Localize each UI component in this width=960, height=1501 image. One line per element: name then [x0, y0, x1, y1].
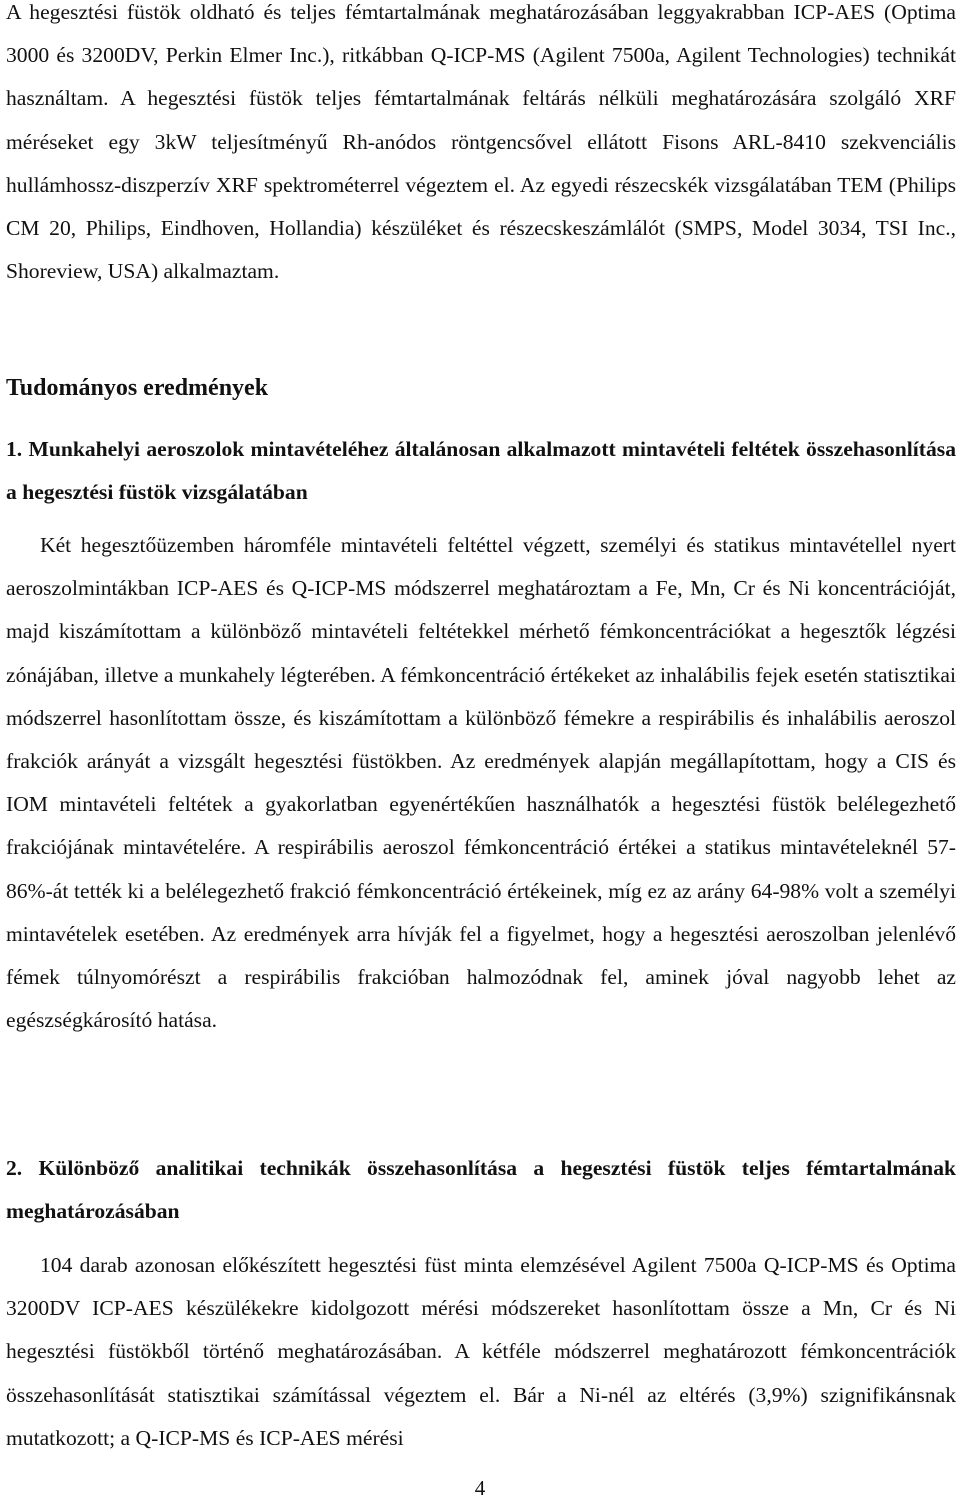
- document-page: [6, 0, 956, 1501]
- subsection-1-body: Két hegesztőüzemben háromféle mintavételi feltéttel végzett, személyi és statikus mintavétellel nyert aeroszolmintákban ICP-AES és Q-ICP-MS módszerrel meghatároztam a Fe, Mn, Cr és Ni koncentrációját, majd kiszámítottam a különböző mintavételi feltétekkel mérhető fémkoncentrációkat a hegesztők légzési zónájában, illetve a munkahely légterében. A fémkoncentráció értékeket az inhalábilis fejek esetén statisztikai módszerrel hasonlítottam össze, és kiszámítottam a különböző fémekre a respirábilis és inhalábilis aeroszol frakciók arányát a vizsgált hegesztési füstökben. Az eredmények alapján megállapítottam, hogy a CIS és IOM mintavételi feltétek a gyakorlatban egyenértékűen használhatók a hegesztési füstök belélegezhető frakciójának mintavételére. A respirábilis aeroszol fémkoncentráció értékei a statikus mintavételeknél 57-86%-át tették ki a belélegezhető frakció fémkoncentráció értékeinek, míg ez az arány 64-98% volt a személyi mintavételek esetében. Az eredmények arra hívják fel a figyelmet, hogy a hegesztési aeroszolban jelenlévő fémek túlnyomórészt a respirábilis frakcióban halmozódnak fel, aminek jóval nagyobb lehet az egészségkárosító hatása.: [6, 533, 956, 1033]
- section-heading: Tudományos eredmények: [6, 375, 269, 401]
- subsection-2-body: 104 darab azonosan előkészített hegesztési füst minta elemzésével Agilent 7500a Q-ICP-MS és Optima 3200DV ICP-AES készülékekre kidolgozott mérési módszereket hasonlítottam össze a Mn, Cr és Ni hegesztési füstökből történő meghatározásában. A kétféle módszerrel meghatározott fémkoncentrációk összehasonlítását statisztikai számítással végeztem el. Bár a Ni-nél az eltérés (3,9%) szignifikánsnak mutatkozott; a Q-ICP-MS és ICP-AES mérési: [6, 1253, 956, 1450]
- subsection-2-title: 2. Különböző analitikai technikák összehasonlítása a hegesztési füstök teljes fémtartalmának meghatározásában: [6, 1156, 956, 1224]
- subsection-1-title: 1. Munkahelyi aeroszolok mintavételéhez általánosan alkalmazott mintavételi feltétek összehasonlítása a hegesztési füstök vizsgálatában: [6, 437, 956, 505]
- intro-paragraph: A hegesztési füstök oldható és teljes fémtartalmának meghatározásában leggyakrabban ICP-AES (Optima 3000 és 3200DV, Perkin Elmer Inc.), ritkábban Q-ICP-MS (Agilent 7500a, Agilent Technologies) technikát használtam. A hegesztési füstök teljes fémtartalmának feltárás nélküli meghatározására szolgáló XRF méréseket egy 3kW teljesítményű Rh-anódos röntgencsővel ellátott Fisons ARL-8410 szekvenciális hullámhossz-diszperzív XRF spektrométerrel végeztem el. Az egyedi részecskék vizsgálatában TEM (Philips CM 20, Philips, Eindhoven, Hollandia) készüléket és részecskeszámlálót (SMPS, Model 3034, TSI Inc., Shoreview, USA) alkalmaztam.: [6, 0, 956, 284]
- page-number: 4: [474, 1476, 486, 1500]
